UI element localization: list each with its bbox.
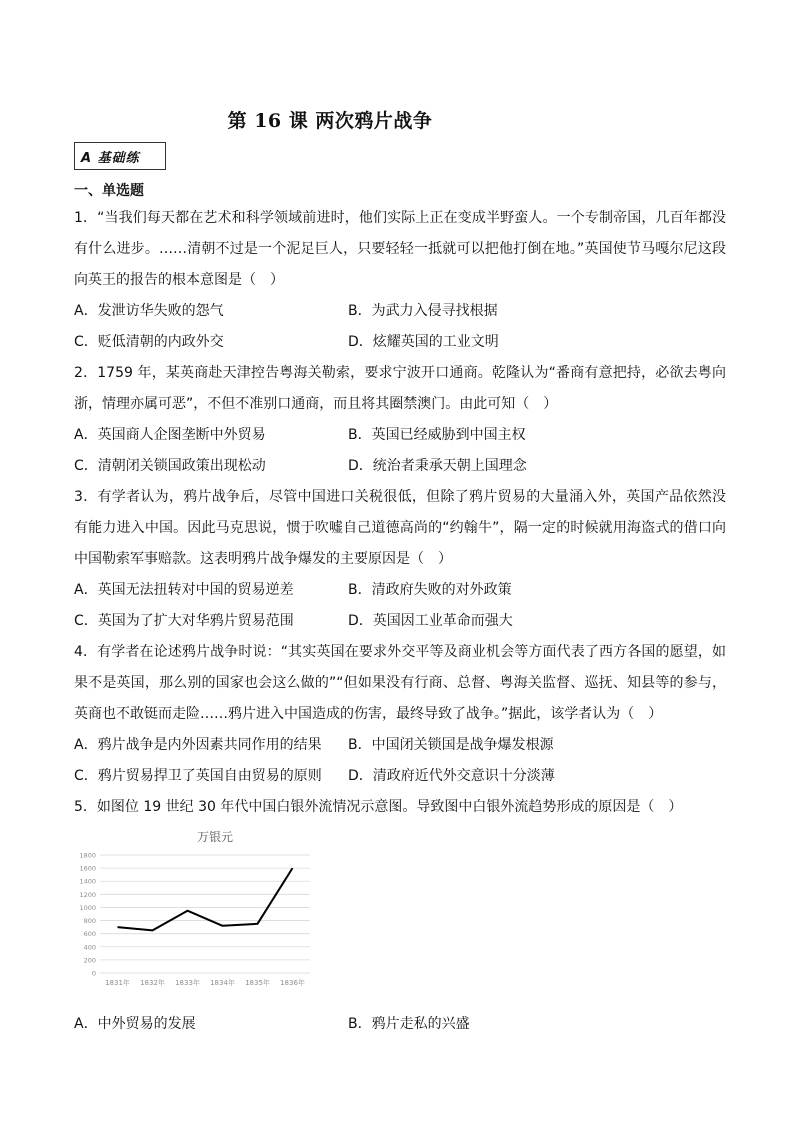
level-label: A 基础练 <box>81 151 140 166</box>
level-badge <box>74 142 166 170</box>
question-1 <box>74 203 726 358</box>
option-b: B．英国已经威胁到中国主权 <box>348 427 526 443</box>
question-2 <box>74 358 726 482</box>
option-a: A．鸦片战争是内外因素共同作用的结果 <box>74 737 322 753</box>
option-a: A．英国无法扭转对中国的贸易逆差 <box>74 582 294 598</box>
x-tick-label: 1834年 <box>210 979 235 987</box>
y-tick-label: 0 <box>91 969 96 978</box>
series-line <box>118 868 293 930</box>
option-d: D．炫耀英国的工业文明 <box>348 334 499 350</box>
y-tick-label: 1800 <box>79 851 96 860</box>
y-tick-label: 200 <box>83 956 96 965</box>
y-tick-label: 1600 <box>79 864 96 873</box>
option-b: B．清政府失败的对外政策 <box>348 582 512 598</box>
option-b: B．为武力入侵寻找根据 <box>348 303 498 319</box>
option-c: C．鸦片贸易捍卫了英国自由贸易的原则 <box>74 768 322 784</box>
x-tick-label: 1835年 <box>245 979 270 987</box>
question-4 <box>74 637 726 792</box>
option-d: D．清政府近代外交意识十分淡薄 <box>348 768 555 784</box>
question-list <box>74 203 726 1040</box>
y-tick-label: 1200 <box>79 890 96 899</box>
y-tick-label: 600 <box>83 930 96 939</box>
option-c: C．英国为了扩大对华鸦片贸易范围 <box>74 613 294 629</box>
option-list <box>74 730 726 792</box>
option-d: D．英国因工业革命而强大 <box>348 613 513 629</box>
section-heading: 一、单选题 <box>74 183 144 199</box>
option-a: A．发泄访华失败的怨气 <box>74 303 224 319</box>
question-stem: 5．如图位 19 世纪 30 年代中国白银外流情况示意图。导致图中白银外流趋势形成的原因是（ ） <box>74 799 683 815</box>
option-list <box>74 296 726 358</box>
y-tick-label: 1000 <box>79 903 96 912</box>
option-b: B．中国闭关锁国是战争爆发根源 <box>348 737 554 753</box>
x-tick-label: 1832年 <box>140 979 165 987</box>
question-stem: 4．有学者在论述鸦片战争时说：“其实英国在要求外交平等及商业机会等方面代表了西方各国的愿望，如果不是英国，那么别的国家也会这么做的”“但如果没有行商、总督、粤海关监督、巡抚、知县等的参与，英商也不敢铤而走险……鸦片进入中国造成的伤害，最终导致了战争。”据此，该学者认为（ ） <box>74 644 726 722</box>
y-tick-label: 1400 <box>79 877 96 886</box>
question-stem: 1．“当我们每天都在艺术和科学领域前进时，他们实际上正在变成半野蛮人。一个专制帝国，几百年都没有什么进步。……清朝不过是一个泥足巨人，只要轻轻一抵就可以把他打倒在地。”英国使节马嘎尔尼这段向英王的报告的根本意图是（ ） <box>74 210 726 288</box>
question-stem: 2．1759 年，某英商赴天津控告粤海关勒索，要求宁波开口通商。乾隆认为“番商有意把持，必欲去粤向浙，情理亦属可恶”，不但不准别口通商，而且将其圈禁澳门。由此可知（ ） <box>74 365 726 412</box>
option-d: D．统治者秉承天朝上国理念 <box>348 458 527 474</box>
option-list <box>74 1009 726 1040</box>
page-title: 第 16 课 两次鸦片战争 <box>227 110 433 132</box>
question-5 <box>74 792 726 1040</box>
chart-title: 万银元 <box>196 830 234 844</box>
option-c: C．清朝闭关锁国政策出现松动 <box>74 458 266 474</box>
y-tick-label: 800 <box>83 917 96 926</box>
silver-outflow-chart-container <box>74 823 726 1009</box>
y-tick-label: 400 <box>83 943 96 952</box>
option-b: B．鸦片走私的兴盛 <box>348 1016 470 1032</box>
x-tick-label: 1836年 <box>280 979 305 987</box>
x-tick-label: 1833年 <box>175 979 200 987</box>
question-3 <box>74 482 726 637</box>
x-tick-label: 1831年 <box>105 979 130 987</box>
option-list <box>74 575 726 637</box>
question-stem: 3．有学者认为，鸦片战争后，尽管中国进口关税很低，但除了鸦片贸易的大量涌入外，英国产品依然没有能力进入中国。因此马克思说，惯于吹嘘自己道德高尚的“约翰牛”，隔一定的时候就用海盗式的借口向中国勒索军事赔款。这表明鸦片战争爆发的主要原因是（ ） <box>74 489 726 567</box>
silver-outflow-chart <box>74 827 324 1003</box>
option-a: A．英国商人企图垄断中外贸易 <box>74 427 266 443</box>
option-c: C．贬低清朝的内政外交 <box>74 334 224 350</box>
option-a: A．中外贸易的发展 <box>74 1016 196 1032</box>
option-list <box>74 420 726 482</box>
